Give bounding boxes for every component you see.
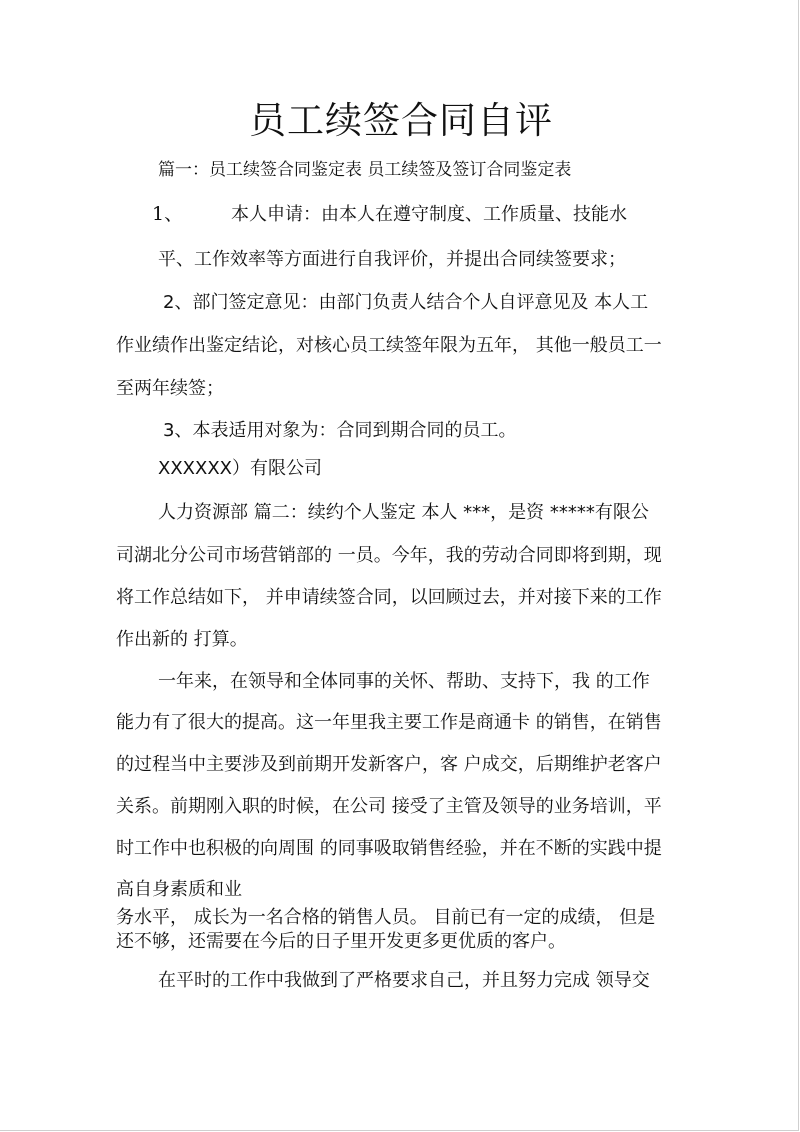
paragraph-1-line-2: 司湖北分公司市场营销部的 一员。今年，我的劳动合同即将到期，现 — [116, 545, 662, 566]
document-title: 员工续签合同自评 — [249, 99, 553, 142]
paragraph-2-line-8: 还不够，还需要在今后的日子里开发更多更优质的客户。 — [116, 931, 566, 952]
paragraph-2-line-2: 能力有了很大的提高。这一年里我主要工作是商通卡 的销售，在销售 — [116, 712, 662, 733]
item-1-continuation: 平、工作效率等方面进行自我评价，并提出合同续签要求； — [158, 249, 626, 270]
document-subtitle: 篇一：员工续签合同鉴定表 员工续签及签订合同鉴定表 — [158, 160, 572, 180]
company-name: XXXXXX）有限公司 — [158, 458, 322, 479]
item-3: 3、本表适用对象为：合同到期合同的员工。 — [163, 420, 517, 441]
paragraph-1-line-1: 人力资源部 篇二：续约个人鉴定 本人 ***，是资 *****有限公 — [158, 502, 649, 523]
item-2-line-2: 作业绩作出鉴定结论，对核心员工续签年限为五年， 其他一般员工一 — [116, 335, 662, 356]
item-2-line-1: 2、部门签定意见：由部门负责人结合个人自评意见及 本人工 — [163, 292, 649, 313]
paragraph-1-line-4: 作出新的 打算。 — [116, 629, 248, 650]
item-2-line-3: 至两年续签； — [116, 378, 224, 399]
paragraph-2-line-7: 务水平， 成长为一名合格的销售人员。 目前已有一定的成绩， 但是 — [116, 907, 656, 928]
item-1-text: 本人申请：由本人在遵守制度、工作质量、技能水 — [231, 204, 627, 225]
paragraph-1-line-3: 将工作总结如下， 并申请续签合同，以回顾过去，并对接下来的工作 — [116, 587, 662, 608]
paragraph-2-line-1: 一年来，在领导和全体同事的关怀、帮助、支持下，我 的工作 — [158, 671, 650, 692]
paragraph-2-line-4: 关系。前期刚入职的时候，在公司 接受了主管及领导的业务培训，平 — [116, 796, 662, 817]
item-1-number: 1、 — [152, 203, 184, 225]
paragraph-2-line-5: 时工作中也积极的向周围 的同事吸取销售经验，并在不断的实践中提 — [116, 838, 662, 859]
paragraph-3-line-1: 在平时的工作中我做到了严格要求自己，并且努力完成 领导交 — [158, 970, 650, 991]
paragraph-2-line-3: 的过程当中主要涉及到前期开发新客户，客 户成交，后期维护老客户 — [116, 754, 662, 775]
paragraph-2-line-6: 高自身素质和业 — [116, 879, 242, 900]
